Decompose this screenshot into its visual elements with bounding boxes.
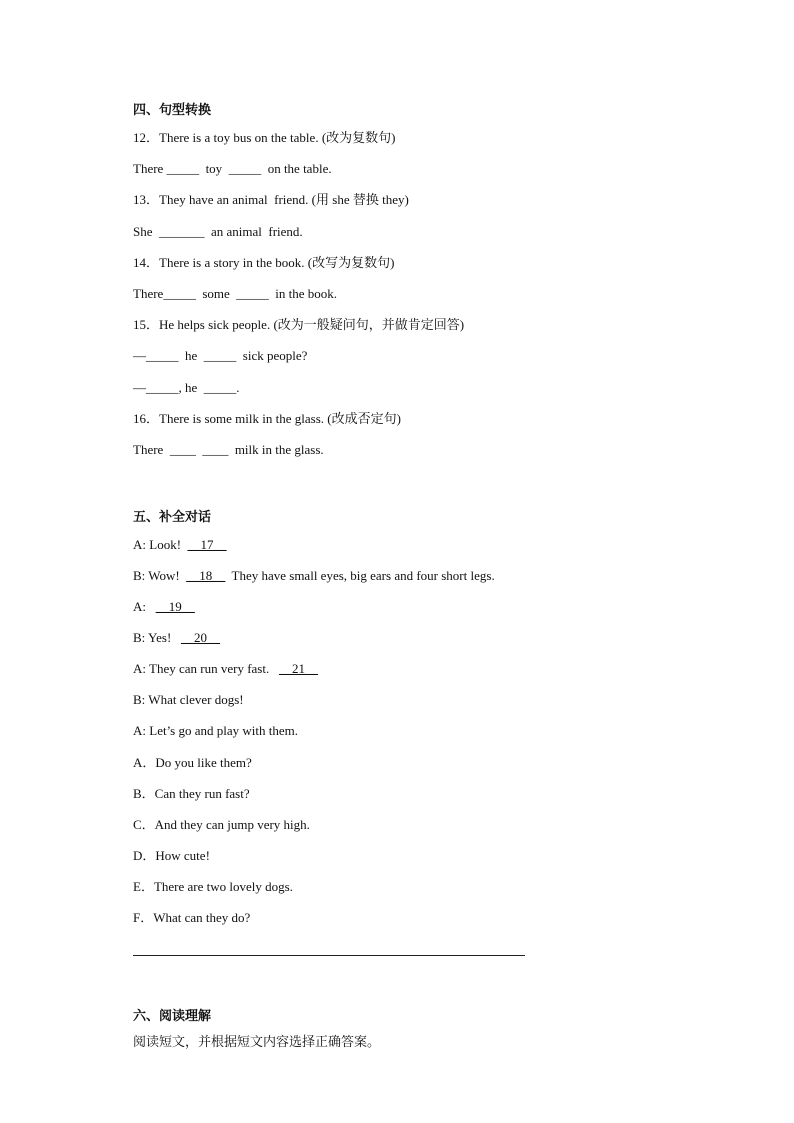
text: B: Yes! — [133, 630, 182, 645]
option-d: D．How cute! — [133, 848, 210, 863]
option-a: A．Do you like them? — [133, 755, 252, 770]
dialogue-line-5 — [133, 661, 318, 677]
answer-blank-21[interactable]: __21__ — [278, 661, 318, 676]
text: an animal friend. — [204, 224, 303, 239]
section-heading-dialogue: 五、补全对话 — [133, 510, 212, 525]
text: A: Look! — [133, 537, 188, 552]
dialogue-line-7: A: Let’s go and play with them. — [133, 723, 299, 738]
question-15-reply-line — [133, 380, 240, 396]
text: on the table. — [261, 161, 332, 176]
text: milk in the glass. — [228, 442, 324, 457]
answer-blank[interactable]: _____ — [146, 380, 179, 395]
text: They have small eyes, big ears and four short legs. — [225, 568, 495, 583]
section-heading-reading: 六、阅读理解 — [133, 1009, 212, 1024]
text: in the book. — [268, 286, 338, 301]
dialogue-line-4 — [133, 630, 220, 646]
answer-blank[interactable]: _____ — [166, 161, 200, 176]
text: some — [195, 286, 237, 301]
option-b: B．Can they run fast? — [133, 786, 250, 801]
text: sick people? — [236, 348, 308, 363]
answer-blank[interactable]: _____ — [236, 286, 269, 301]
dialogue-line-6: B: What clever dogs! — [133, 692, 244, 707]
question-15-prompt: 15．He helps sick people. (改为一般疑问句，并做肯定回答) — [133, 317, 465, 332]
answer-blank[interactable]: _____ — [203, 380, 237, 395]
answer-blank[interactable]: ____ — [202, 442, 229, 457]
option-c: C．And they can jump very high. — [133, 817, 310, 832]
reading-instruction: 阅读短文，并根据短文内容选择正确答案。 — [133, 1035, 381, 1050]
question-12-prompt: 12．There is a toy bus on the table. (改为复数句) — [133, 130, 396, 145]
text: B: Wow! — [133, 568, 187, 583]
answer-blank-18[interactable]: __18__ — [186, 568, 226, 583]
answer-blank[interactable]: ____ — [169, 442, 196, 457]
text: — — [133, 348, 146, 363]
answer-blank[interactable]: _____ — [163, 286, 196, 301]
question-14-answer-line — [133, 286, 337, 302]
text: A: They can run very fast. — [133, 661, 279, 676]
answer-blank[interactable]: _____ — [228, 161, 262, 176]
answer-blank-19[interactable]: __19__ — [155, 599, 195, 614]
text: A: — [133, 599, 156, 614]
dialogue-line-1 — [133, 537, 227, 553]
section-heading-sentence-transform: 四、句型转换 — [133, 103, 212, 118]
answer-blank-17[interactable]: __17__ — [187, 537, 227, 552]
dialogue-line-2 — [133, 568, 495, 584]
question-12-answer-line — [133, 161, 332, 177]
text: , he — [178, 380, 204, 395]
text: he — [178, 348, 204, 363]
text: There — [133, 442, 170, 457]
answer-rule-line[interactable] — [133, 955, 525, 956]
option-f: F．What can they do? — [133, 910, 251, 925]
text: There — [133, 286, 164, 301]
text: She — [133, 224, 159, 239]
dialogue-line-3 — [133, 599, 195, 615]
question-13-prompt: 13．They have an animal friend. (用 she 替换 they) — [133, 192, 409, 207]
answer-blank[interactable]: _____ — [146, 348, 179, 363]
question-14-prompt: 14．There is a story in the book. (改写为复数句) — [133, 255, 395, 270]
answer-blank-20[interactable]: __20__ — [181, 630, 221, 645]
question-13-answer-line — [133, 224, 303, 240]
question-16-prompt: 16．There is some milk in the glass. (改成否定句) — [133, 411, 401, 426]
answer-blank[interactable]: _______ — [159, 224, 205, 239]
question-15-question-line — [133, 348, 307, 364]
text: — — [133, 380, 146, 395]
answer-blank[interactable]: _____ — [203, 348, 237, 363]
option-e: E．There are two lovely dogs. — [133, 879, 293, 894]
question-16-answer-line — [133, 442, 324, 458]
text: . — [236, 380, 240, 395]
text: toy — [199, 161, 229, 176]
text: There — [133, 161, 167, 176]
